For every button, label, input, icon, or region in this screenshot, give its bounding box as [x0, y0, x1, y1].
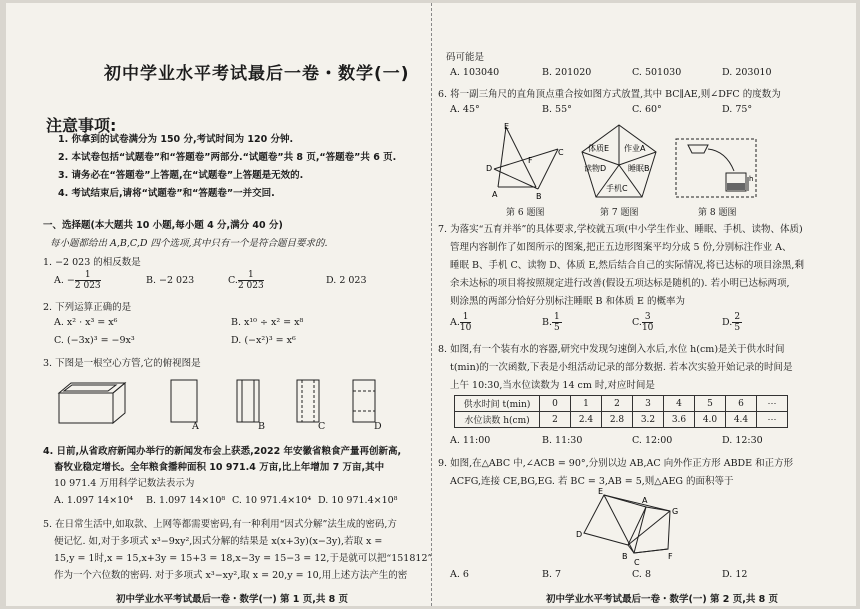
q4-option-a: A. 1.097 14×10⁴ — [54, 495, 134, 506]
table-cell: 3.6 — [664, 412, 695, 428]
q3-label-c: C — [318, 421, 326, 432]
table-cell: 3 — [633, 396, 664, 412]
q8-line-3: 上午 10:30,当水位读数为 14 cm 时,对应时间是 — [450, 380, 655, 391]
table-row — [455, 412, 788, 428]
q2-stem: 2. 下列运算正确的是 — [43, 302, 132, 313]
q8-option-a: A. 11:00 — [450, 435, 491, 446]
table-cell: ⋯ — [757, 396, 788, 412]
figure-9 — [576, 487, 686, 571]
notice-4: 4. 考试结束后,请将“试题卷”和“答题卷”一并交回. — [58, 188, 275, 199]
q7-line-2: 管理内容制作了如图所示的图案,把正五边形图案平均分成 5 份,分别标注作业 A、 — [450, 242, 792, 253]
q1-stem: 1. −2 023 的相反数是 — [43, 257, 141, 268]
fig7-caption: 第 7 题图 — [600, 208, 639, 218]
q9-option-a: A. 6 — [450, 569, 469, 580]
table-cell: 1 — [571, 396, 602, 412]
fig9-label-d: D — [576, 530, 583, 539]
figure-6 — [484, 121, 574, 203]
q7-option-c: C. $\frac{3}{10}$ — [632, 312, 654, 333]
q3-stem: 3. 下图是一根空心方管,它的俯视图是 — [43, 358, 201, 369]
q3-label-a: A — [192, 421, 199, 432]
table-cell: 3.2 — [633, 412, 664, 428]
table-cell: 2.4 — [571, 412, 602, 428]
q6-option-c: C. 60° — [632, 104, 662, 115]
q1-option-c: C. $\frac{1}{2 023}$ — [228, 270, 264, 291]
q8-option-b: B. 11:30 — [542, 435, 583, 446]
fig7-label-e: 体质E — [588, 144, 610, 153]
fig6-label-c: C — [558, 148, 564, 157]
q5-line-3: 15,y = 1时,x = 15,x+3y = 15+3 = 18,x−3y = 15−3 = 12,于是就可以把“151812” — [54, 553, 433, 564]
fig9-label-c: C — [634, 558, 640, 567]
figure-7-pentagon — [578, 121, 660, 203]
q1-option-b: B. −2 023 — [146, 275, 195, 286]
q9-line-1: 9. 如图,在△ABC 中,∠ACB = 90°,分别以边 AB,AC 向外作正方形 ABDE 和正方形 — [438, 458, 794, 469]
q3-label-d: D — [374, 421, 382, 432]
table-row — [455, 396, 788, 412]
q6-option-d: D. 75° — [722, 104, 753, 115]
fig9-label-g: G — [672, 507, 679, 516]
q6-option-b: B. 55° — [542, 104, 572, 115]
q6-option-a: A. 45° — [450, 104, 480, 115]
q7-line-1: 7. 为落实“五育并举”的具体要求,学校就五项(中小学生作业、睡眠、手机、读物、体质) — [438, 224, 803, 235]
table-cell: 2 — [540, 412, 571, 428]
fig8-label-h: h — [749, 175, 754, 183]
hollow-tube-figure — [59, 383, 125, 423]
q8-option-c: C. 12:00 — [632, 435, 673, 446]
q2-option-c: C. (−3x)³ = −9x³ — [54, 335, 135, 346]
fig6-label-d: D — [486, 164, 493, 173]
q9-line-2: ACFG,连接 CE,BG,EG. 若 BC = 3,AB = 5,则△AEG 的面积等于 — [450, 476, 734, 487]
q5-continued: 码可能是 — [446, 52, 485, 63]
fig9-label-a: A — [642, 496, 648, 505]
water-level-table — [454, 395, 788, 428]
q2-option-b: B. x¹⁰ ÷ x² = x⁸ — [231, 317, 304, 328]
notice-3: 3. 请务必在“答题卷”上答题,在“试题卷”上答题是无效的. — [58, 170, 304, 181]
q5-line-1: 5. 在日常生活中,如取款、上网等都需要密码,有一种利用“因式分解”法生成的密码,方 — [43, 519, 397, 530]
q3-option-d-figure — [353, 380, 375, 422]
exam-sheet — [6, 3, 856, 606]
q1-option-a: A. − $\frac{1}{2 023}$ — [54, 270, 101, 291]
fig6-label-f: F — [528, 156, 533, 165]
fig6-label-e: E — [504, 122, 510, 131]
q9-option-c: C. 8 — [632, 569, 652, 580]
q7-option-a: A. $\frac{1}{10}$ — [450, 312, 472, 333]
fig7-label-c: 手机C — [606, 184, 628, 193]
q2-option-d: D. (−x²)³ = x⁶ — [231, 335, 296, 346]
q2-option-a: A. x² · x³ = x⁶ — [54, 317, 118, 328]
page-divider — [431, 3, 433, 606]
table-cell: 5 — [695, 396, 726, 412]
q3-option-b-figure — [237, 380, 259, 422]
q4-option-c: C. 10 971.4×10⁴ — [232, 495, 312, 506]
table-cell: 4 — [664, 396, 695, 412]
notice-2: 2. 本试卷包括“试题卷”和“答题卷”两部分.“试题卷”共 8 页,“答题卷”共 6 页. — [58, 152, 397, 163]
q5-option-c: C. 501030 — [632, 67, 682, 78]
q4-option-b: B. 1.097 14×10⁸ — [146, 495, 226, 506]
notice-heading: 注意事项: — [46, 116, 117, 135]
fig7-label-a: 作业A — [624, 144, 646, 153]
q5-line-4: 作为一个六位数的密码. 对于多项式 x³−xy²,取 x = 20,y = 10,用上述方法产生的密 — [54, 570, 408, 581]
q5-option-a: A. 103040 — [450, 67, 500, 78]
fig9-label-b: B — [622, 552, 628, 561]
table-header-cell: 供水时间 t(min) — [455, 396, 540, 412]
table-cell: 2 — [602, 396, 633, 412]
q3-option-a-figure — [171, 380, 197, 422]
q5-line-2: 便记忆. 如,对于多项式 x³−9xy²,因式分解的结果是 x(x+3y)(x−3y),若取 x = — [54, 536, 383, 547]
notice-1: 1. 你拿到的试卷满分为 150 分,考试时间为 120 分钟. — [58, 134, 294, 145]
fig6-label-b: B — [536, 192, 542, 201]
table-cell: 2.8 — [602, 412, 633, 428]
page-2-footer: 初中学业水平考试最后一卷・数学(一) 第 2 页,共 8 页 — [546, 594, 779, 605]
table-cell: ⋯ — [757, 412, 788, 428]
q4-line-1: 4. 日前,从省政府新闻办举行的新闻发布会上获悉,2022 年安徽省粮食产量再创新高, — [43, 446, 402, 457]
q4-line-3: 10 971.4 万用科学记数法表示为 — [54, 478, 195, 489]
q9-option-b: B. 7 — [542, 569, 562, 580]
fig7-label-b: 睡眠B — [628, 164, 650, 173]
fig6-label-a: A — [492, 190, 498, 199]
table-cell: 4.4 — [726, 412, 757, 428]
q4-option-d: D. 10 971.4×10⁸ — [318, 495, 398, 506]
fig6-caption: 第 6 题图 — [506, 208, 545, 218]
section-1-instruction: 每小题都给出 A,B,C,D 四个选项,其中只有一个是符合题目要求的. — [50, 238, 328, 249]
q5-option-b: B. 201020 — [542, 67, 592, 78]
table-cell: 6 — [726, 396, 757, 412]
q5-option-d: D. 203010 — [722, 67, 772, 78]
q7-option-d: D. $\frac{2}{5}$ — [722, 312, 741, 333]
q3-figures — [51, 375, 391, 435]
table-cell: 0 — [540, 396, 571, 412]
q8-line-1: 8. 如图,有一个装有水的容器,研究中发现匀速倒入水后,水位 h(cm)是关于供水时间 — [438, 344, 785, 355]
q3-label-b: B — [258, 421, 265, 432]
table-cell: 4.0 — [695, 412, 726, 428]
q7-option-b: B. $\frac{1}{5}$ — [542, 312, 560, 333]
section-1-heading: 一、选择题(本大题共 10 小题,每小题 4 分,满分 40 分) — [43, 220, 283, 231]
fig8-caption: 第 8 题图 — [698, 208, 737, 218]
figure-8-container — [674, 137, 758, 201]
exam-title: 初中学业水平考试最后一卷・数学(一) — [104, 64, 410, 84]
q7-line-5: 则涂黑的两部分恰好分别标注睡眠 B 和体质 E 的概率为 — [450, 296, 685, 307]
table-header-cell: 水位读数 h(cm) — [455, 412, 540, 428]
q7-line-4: 余未达标的项目将按照规定进行改善(假设五项达标是随机的). 若小明已达标两项, — [450, 278, 790, 289]
q8-option-d: D. 12:30 — [722, 435, 763, 446]
q9-option-d: D. 12 — [722, 569, 748, 580]
fig9-label-e: E — [598, 487, 604, 496]
q7-line-3: 睡眠 B、手机 C、读物 D、体质 E,然后结合自己的实际情况,将已达标的项目涂黑,剩 — [450, 260, 804, 271]
fig9-label-f: F — [668, 552, 673, 561]
q4-line-2: 畜牧业稳定增长。全年粮食播种面积 10 971.4 万亩,比上年增加 7 万亩,其中 — [54, 462, 385, 473]
fig7-label-d: 读物D — [584, 164, 607, 173]
q3-option-c-figure — [297, 380, 319, 422]
q6-stem: 6. 将一副三角尺的直角顶点重合按如图方式放置,其中 BC∥AE,则∠DFC 的度数为 — [438, 89, 781, 100]
q8-line-2: t(min)的一次函数,下表是小组活动记录的部分数据. 若本次实验开始记录的时间是 — [450, 362, 793, 373]
q1-option-d: D. 2 023 — [326, 275, 367, 286]
page-1-footer: 初中学业水平考试最后一卷・数学(一) 第 1 页,共 8 页 — [116, 594, 349, 605]
